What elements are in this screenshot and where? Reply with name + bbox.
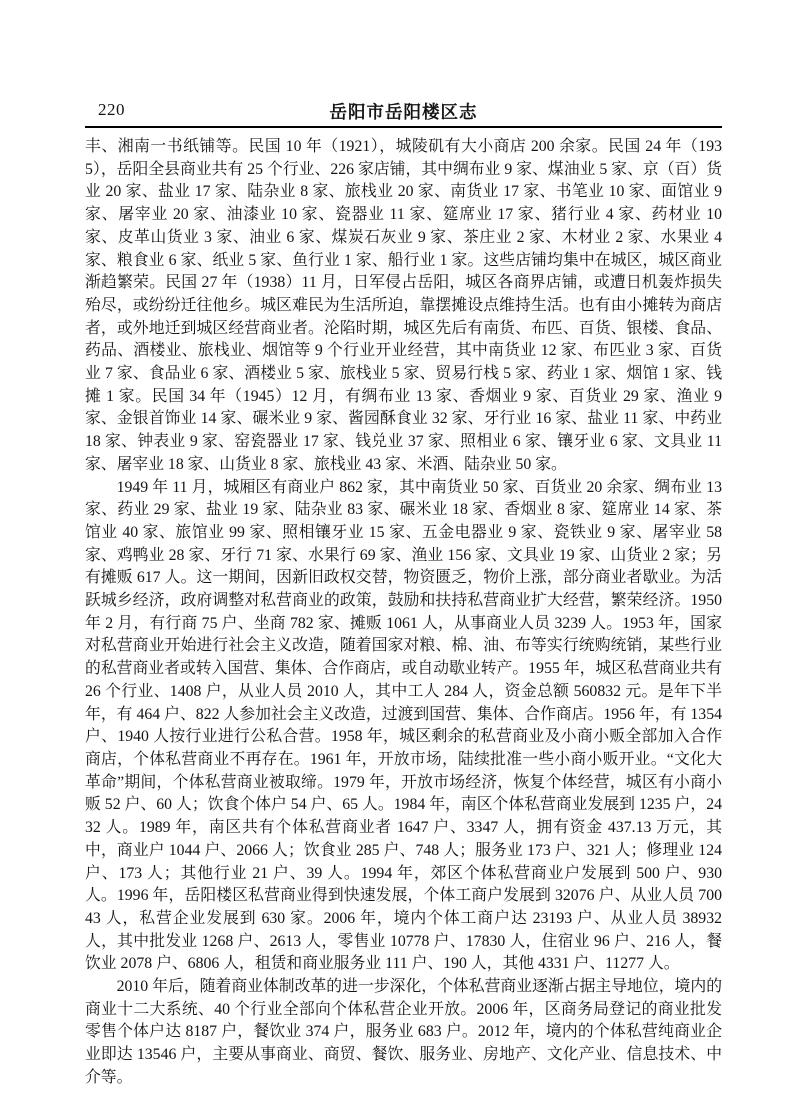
page-header — [85, 98, 722, 124]
header-rule — [85, 126, 722, 128]
paragraph-1949-to-2006: 1949 年 11 月，城厢区有商业户 862 家，其中南货业 50 家、百货业 20 余家、绸布业 13 家、药业 29 家、盐业 19 家、陆杂业 83 家、碾米业 18 家、香烟业 8 家、筵席业 14 家、茶馆业 40 家、旅馆业 99 家、照相镶牙业 15 家、五金电器业 9 家、瓷铁业 9 家、屠宰业 58 家、鸡鸭业 28 家、牙行 71 家、水果行 69 家、渔业 156 家、文具业 19 家、山货业 2 家；另有摊贩 617 人。这一期间，因新旧政权交替，物资匮乏，物价上涨，部分商业者歇业。为活跃城乡经济，政府调整对私营商业的政策，鼓励和扶持私营商业扩大经营，繁荣经济。1950 年 2 月，有行商 75 户、坐商 782 家、摊贩 1061 人，从事商业人员 3239 人。1953 年，国家对私营商业开始进行社会主义改造，随着国家对粮、棉、油、布等实行统购统销，某些行业的私营商业者或转入国营、集体、合作商店，或自动歇业转产。1955 年，城区私营商业共有 26 个行业、1408 户，从业人员 2010 人，其中工人 284 人，资金总额 560832 元。是年下半年，有 464 户、822 人参加社会主义改造，过渡到国营、集体、合作商店。1956 年，有 1354 户、1940 人按行业进行公私合营。1958 年，城区剩余的私营商业及小商小贩全部加入合作商店，个体私营商业不再存在。1961 年，开放市场，陆续批准一些小商小贩开业。“文化大革命”期间，个体私营商业被取缔。1979 年，开放市场经济，恢复个体经营，城区有小商小贩 52 户、60 人；饮食个体户 54 户、65 人。1984 年，南区个体私营商业发展到 1235 户，2432 人。1989 年，南区共有个体私营商业者 1647 户、3347 人，拥有资金 437.13 万元，其中，商业户 1044 户、2066 人；饮食业 285 户、748 人；服务业 173 户、321 人；修理业 124 户、173 人；其他行业 21 户、39 人。1994 年，郊区个体私营商业户发展到 500 户、930 人。1996 年，岳阳楼区私营商业得到快速发展，个体工商户发展到 32076 户、从业人员 70043 人，私营企业发展到 630 家。2006 年，境内个体工商户达 23193 户、从业人员 38932 人，其中批发业 1268 户、2613 人，零售业 10778 户、17830 人，住宿业 96 户、216 人，餐饮业 2078 户、6806 人，租赁和商业服务业 111 户、190 人，其他 4331 户、11277 人。 — [85, 478, 722, 973]
header-title: 岳阳市岳阳楼区志 — [329, 102, 478, 122]
paragraph-republic-era-continuation: 丰、湘南一书纸铺等。民国 10 年（1921），城陵矶有大小商店 200 余家。民国 24 年（1935），岳阳全县商业共有 25 个行业、226 家店铺，其中绸布业 9 家、煤油业 5 家、京（百）货业 20 家、盐业 17 家、陆杂业 8 家、旅栈业 20 家、南货业 17 家、书笔业 10 家、面馆业 9 家、屠宰业 20 家、油漆业 10 家、瓷器业 11 家、筵席业 17 家、猪行业 4 家、药材业 10 家、皮革山货业 3 家、油业 6 家、煤炭石灰业 9 家、茶庄业 2 家、木材业 2 家、水果业 4 家、粮食业 6 家、纸业 5 家、鱼行业 1 家、船行业 1 家。这些店铺均集中在城区，城区商业渐趋繁荣。民国 27 年（1938）11 月，日军侵占岳阳，城区各商界店铺，或遭日机轰炸损失殆尽，或纷纷迁往他乡。城区难民为生活所迫，靠摆摊设点维持生活。也有由小摊转为商店者，或外地迁到城区经营商业者。沦陷时期，城区先后有南货、布匹、百货、银楼、食品、药品、酒楼业、旅栈业、烟馆等 9 个行业开业经营，其中南货业 12 家、布匹业 3 家、百货业 7 家、食品业 6 家、酒楼业 5 家、旅栈业 5 家、贸易行栈 5 家、药业 1 家、烟馆 1 家、钱摊 1 家。民国 34 年（1945）12 月，有绸布业 13 家、香烟业 9 家、百货业 29 家、渔业 9 家、金银首饰业 14 家、碾米业 9 家、酱园酥食业 32 家、牙行业 16 家、盐业 11 家、中药业 18 家、钟表业 9 家、窑瓷器业 17 家、钱兑业 37 家、照相业 6 家、镶牙业 6 家、文具业 11 家、屠宰业 18 家、山货业 8 家、旅栈业 43 家、米酒、陆杂业 50 家。 — [85, 138, 722, 473]
body-text — [85, 136, 722, 1090]
page-number: 220 — [98, 100, 125, 119]
paragraph-after-2010: 2010 年后，随着商业体制改革的进一步深化，个体私营商业逐渐占据主导地位，境内的商业十二大系统、40 个行业全部向个体私营企业开放。2006 年，区商务局登记的商业批发零售个体户达 8187 户，餐饮业 374 户，服务业 683 户。2012 年，境内的个体私营纯商业企业即达 13546 户，主要从事商业、商贸、餐饮、服务业、房地产、文化产业、信息技术、中介等。 — [85, 978, 722, 1086]
